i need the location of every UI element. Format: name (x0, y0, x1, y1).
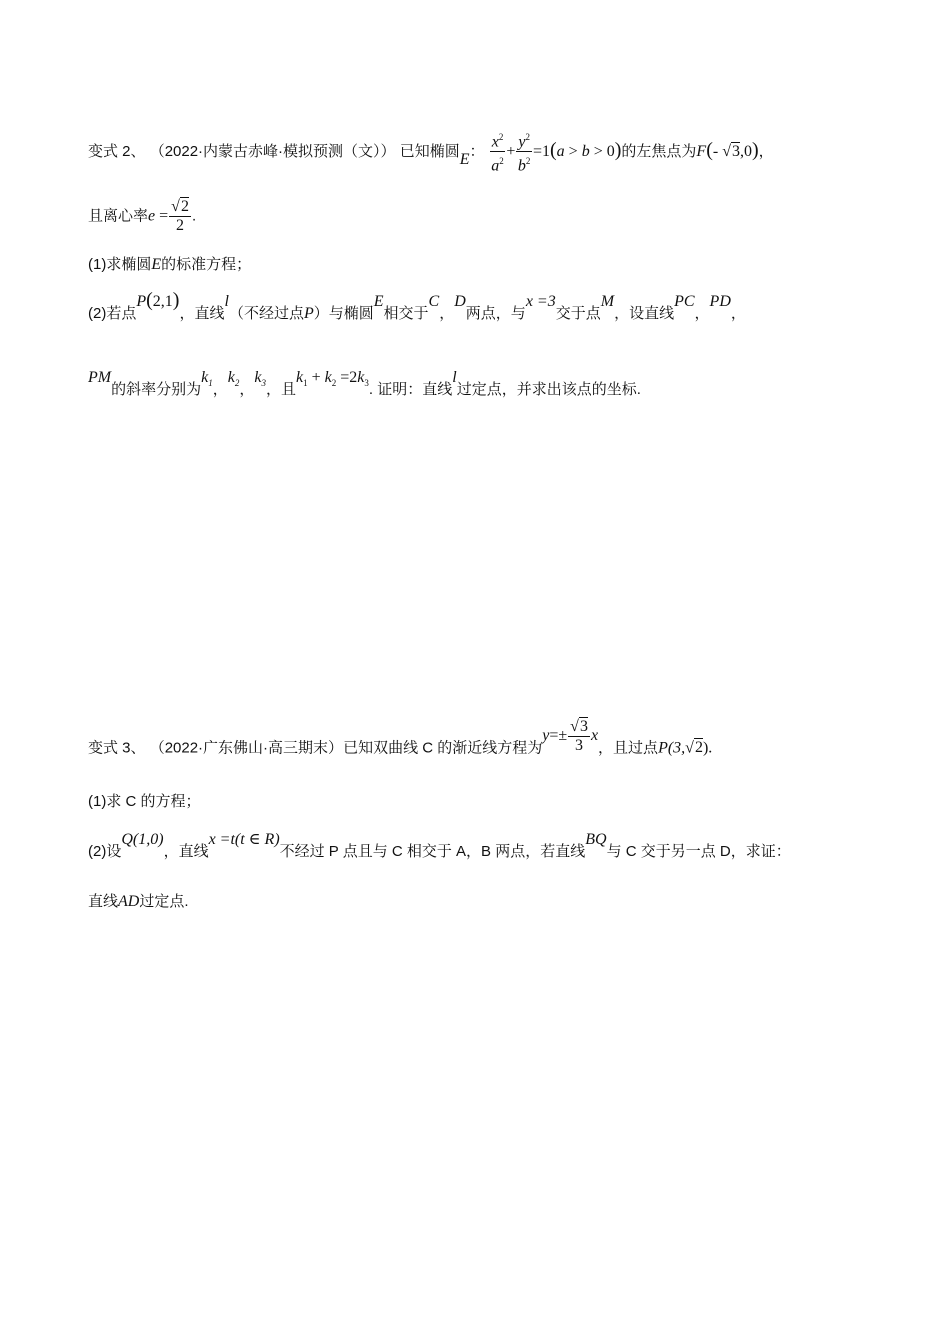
p3-label: 变式 3、 (88, 739, 146, 757)
p2-label: 变式 2、 (88, 142, 146, 160)
p2-E: E (459, 150, 470, 168)
p3-q2 (88, 831, 791, 862)
p3-xt: x =t(t ∈ R) (208, 831, 280, 848)
p2-q1-end: 的标准方程； (161, 256, 252, 273)
p2-q3-t1: 的斜率分别为 (111, 381, 202, 398)
p2-E2: E (373, 293, 384, 310)
p2-frac-x: $\frac{x^2}{a^2}$ (490, 128, 506, 176)
p2-t8: ，设直线 (614, 305, 675, 322)
p2-D: D (454, 293, 466, 310)
p2-P21: P (136, 293, 147, 310)
p2-t1: ，直线 (179, 305, 225, 322)
p2-x3: x =3 (525, 293, 556, 310)
p2-q3-t3: . 证明：直线 (368, 381, 453, 398)
p3-q2-t3: 与 C 交于另一点 D，求证： (606, 843, 791, 860)
p3-Q: Q(1,0) (121, 831, 164, 848)
p2-P: P (303, 305, 314, 322)
p2-frac-y: $\frac{y^2}{b^2}$ (516, 128, 532, 176)
p3-y: y (542, 727, 550, 745)
p3-q1 (88, 792, 201, 812)
p2-colon: ： (469, 142, 485, 160)
p2-e: e (148, 207, 156, 225)
p2-q3-t2: ，且 (265, 381, 296, 398)
p2-k2: $k_2$ (227, 369, 240, 389)
p2-PD: PD (709, 293, 731, 310)
p3-BQ: BQ (585, 831, 607, 848)
p2-intro: 已知椭圆 (399, 142, 460, 160)
p2-l2: l (452, 369, 457, 386)
p2-t6: 两点，与 (465, 305, 526, 322)
p2-t3: ）与椭圆 (313, 305, 374, 322)
p2-PC: PC (674, 293, 695, 310)
p3-line4 (88, 892, 189, 912)
p3-point-end: ). (702, 739, 713, 757)
p3-q2-start: (2)设 (88, 843, 122, 860)
p2-comma: ， (758, 142, 774, 160)
p2-q2: (2)若点P(2,1)，直线l（不经过点P）与椭圆E相交于C，D两点，与x =3交于点M，设直线PC，PD， (88, 289, 746, 322)
p2-focus-text: 的左焦点为 (621, 142, 697, 160)
p2-q2-start: (2)若点 (88, 305, 137, 322)
p2-line2-text: 且离心率 (88, 207, 149, 225)
p2-line1: 变式 2、 （2022·内蒙古赤峰·模拟预测（文）） 已知椭圆E： $\frac{x^2}{a^2}$ + $\frac{y^2}{b^2}$ =1(a > b > 0)的左焦点为F(- √3,0)， (88, 128, 774, 176)
p2-line2: 且离心率e = $\frac{√2}{2}$ . (88, 198, 197, 234)
p3-t1: ，且过点 (598, 739, 659, 757)
p2-t9: ， (694, 305, 710, 322)
p2-k3: $k_3$ (254, 369, 266, 389)
p2-source: （2022·内蒙古赤峰·模拟预测（文）） (149, 142, 396, 160)
p3-q1-text: (1)求 C 的方程； (88, 793, 201, 810)
p2-q3-t4: 过定点，并求出该点的坐标. (456, 381, 641, 398)
p3-q3-start: 直线 (88, 893, 119, 910)
p3-line1: 变式 3、 （2022·广东佛山·高三期末）已知双曲线 C 的渐近线方程为y=± $\frac{√3}{3}$ x，且过点P(3,√2). (88, 718, 713, 757)
p2-l: l (224, 293, 229, 310)
p3-source: （2022·广东佛山·高三期末） (149, 739, 344, 757)
p2-PM: PM (88, 369, 112, 386)
p2-k1: $k_1$ (201, 369, 213, 389)
p3-AD: AD (118, 893, 140, 910)
p2-t2: （不经过点 (228, 305, 304, 322)
p2-t4: 相交于 (383, 305, 429, 322)
p2-frac-e: $\frac{√2}{2}$ (171, 198, 189, 234)
p2-C: C (428, 293, 440, 310)
p2-q1-E: E (151, 256, 162, 273)
p3-x: x (590, 727, 599, 745)
p2-q1-text: (1)求椭圆 (88, 256, 152, 273)
p2-t5: ， (439, 305, 455, 322)
p3-intro: 已知双曲线 C 的渐近线方程为 (343, 739, 543, 757)
p3-frac: $\frac{√3}{3}$ (570, 718, 588, 754)
p2-t7: 交于点 (555, 305, 601, 322)
p2-F: F (696, 142, 707, 160)
p3-point: P(3, (658, 739, 686, 757)
p2-q1 (88, 255, 251, 275)
p3-pm: =± (549, 727, 568, 745)
p3-q2-t1: ，直线 (163, 843, 209, 860)
p2-M: M (600, 293, 615, 310)
p2-k-eq: $k_1 + k_2 =2k_3$ (296, 369, 369, 389)
p2-line5: PM的斜率分别为$k_1$，$k_2$，$k_3$，且$k_1 + k_2 =2k_3$. 证明：直线l过定点，并求出该点的坐标. (88, 369, 641, 398)
p3-q2-t2: 不经过 P 点且与 C 相交于 A，B 两点，若直线 (279, 843, 586, 860)
p2-t10: ， (730, 305, 746, 322)
p2-period: . (191, 207, 197, 225)
p3-q3-end: 过定点. (139, 893, 189, 910)
